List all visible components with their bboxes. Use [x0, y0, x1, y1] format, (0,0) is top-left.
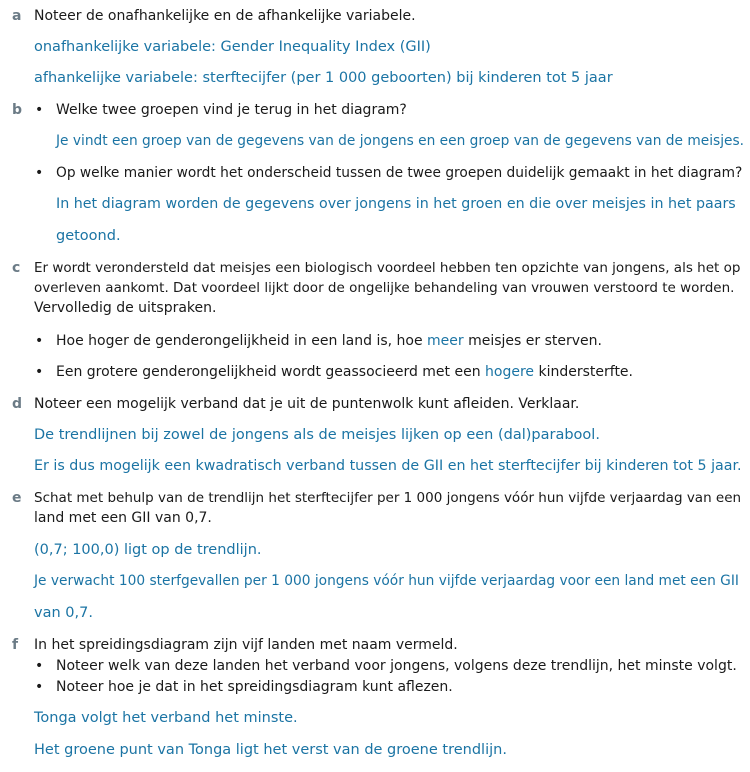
bullet: • — [35, 679, 44, 695]
bullet: • — [35, 102, 44, 118]
answer-d-2: Er is dus mogelijk een kwadratisch verband tussen de GII en het sterftecijfer bij kinderen tot 5 jaar. — [34, 458, 742, 474]
label-d: d — [12, 396, 23, 412]
answer-a-1: onafhankelijke variabele: Gender Inequality Index (GII) — [34, 39, 431, 55]
question-c-line1: Er wordt verondersteld dat meisjes een biologisch voordeel hebben ten opzichte van jongens, als het op — [34, 260, 741, 276]
answer-b-1: Je vindt een groep van de gegevens van de jongens en een groep van de gegevens van de meisjes. — [56, 133, 745, 149]
question-f-2: Noteer hoe je dat in het spreidingsdiagram kunt aflezen. — [56, 679, 453, 695]
statement-c-1: Hoe hoger de genderongelijkheid in een land is, hoe meer meisjes er sterven. — [56, 333, 602, 349]
question-e-line1: Schat met behulp van de trendlijn het sterftecijfer per 1 000 jongens vóór hun vijfde verjaardag van een — [34, 490, 742, 506]
question-a: Noteer de onafhankelijke en de afhankelijke variabele. — [34, 8, 416, 24]
fill-in-answer: meer — [427, 333, 464, 349]
question-b-1: Welke twee groepen vind je terug in het diagram? — [56, 102, 407, 118]
bullet: • — [35, 364, 44, 380]
answer-a-2: afhankelijke variabele: sterftecijfer (per 1 000 geboorten) bij kinderen tot 5 jaar — [34, 70, 613, 86]
answer-e-2-line2: van 0,7. — [34, 605, 93, 621]
answer-e-1: (0,7; 100,0) ligt op de trendlijn. — [34, 542, 262, 558]
question-c-line2: overleven aankomt. Dat voordeel lijkt door de ongelijke behandeling van vrouwen verstoord te worden. — [34, 280, 735, 296]
answer-f-2: Het groene punt van Tonga ligt het verst van de groene trendlijn. — [34, 742, 507, 758]
answer-b-2-line1: In het diagram worden de gegevens over jongens in het groen en die over meisjes in het paars — [56, 196, 736, 212]
answer-b-2-line2: getoond. — [56, 228, 121, 244]
label-c: c — [12, 260, 21, 276]
bullet: • — [35, 658, 44, 674]
answer-f-1: Tonga volgt het verband het minste. — [34, 710, 298, 726]
bullet: • — [35, 333, 44, 349]
statement-c-2: Een grotere genderongelijkheid wordt geassocieerd met een hogere kindersterfte. — [56, 364, 633, 380]
question-e-line2: land met een GII van 0,7. — [34, 510, 212, 526]
fill-in-answer: hogere — [485, 364, 535, 380]
question-d: Noteer een mogelijk verband dat je uit de puntenwolk kunt afleiden. Verklaar. — [34, 396, 580, 412]
label-e: e — [12, 490, 22, 506]
label-a: a — [12, 8, 22, 24]
label-f: f — [12, 637, 19, 653]
answer-d-1: De trendlijnen bij zowel de jongens als de meisjes lijken op een (dal)parabool. — [34, 427, 600, 443]
bullet: • — [35, 165, 44, 181]
label-b: b — [12, 102, 23, 118]
question-b-2: Op welke manier wordt het onderscheid tussen de twee groepen duidelijk gemaakt in het diagram? — [56, 165, 743, 181]
question-f-intro: In het spreidingsdiagram zijn vijf landen met naam vermeld. — [34, 637, 458, 653]
answer-e-2-line1: Je verwacht 100 sterfgevallen per 1 000 jongens vóór hun vijfde verjaardag voor een land met een GII — [34, 573, 739, 589]
question-f-1: Noteer welk van deze landen het verband voor jongens, volgens deze trendlijn, het minste volgt. — [56, 658, 737, 674]
question-c-line3: Vervolledig de uitspraken. — [34, 300, 217, 316]
